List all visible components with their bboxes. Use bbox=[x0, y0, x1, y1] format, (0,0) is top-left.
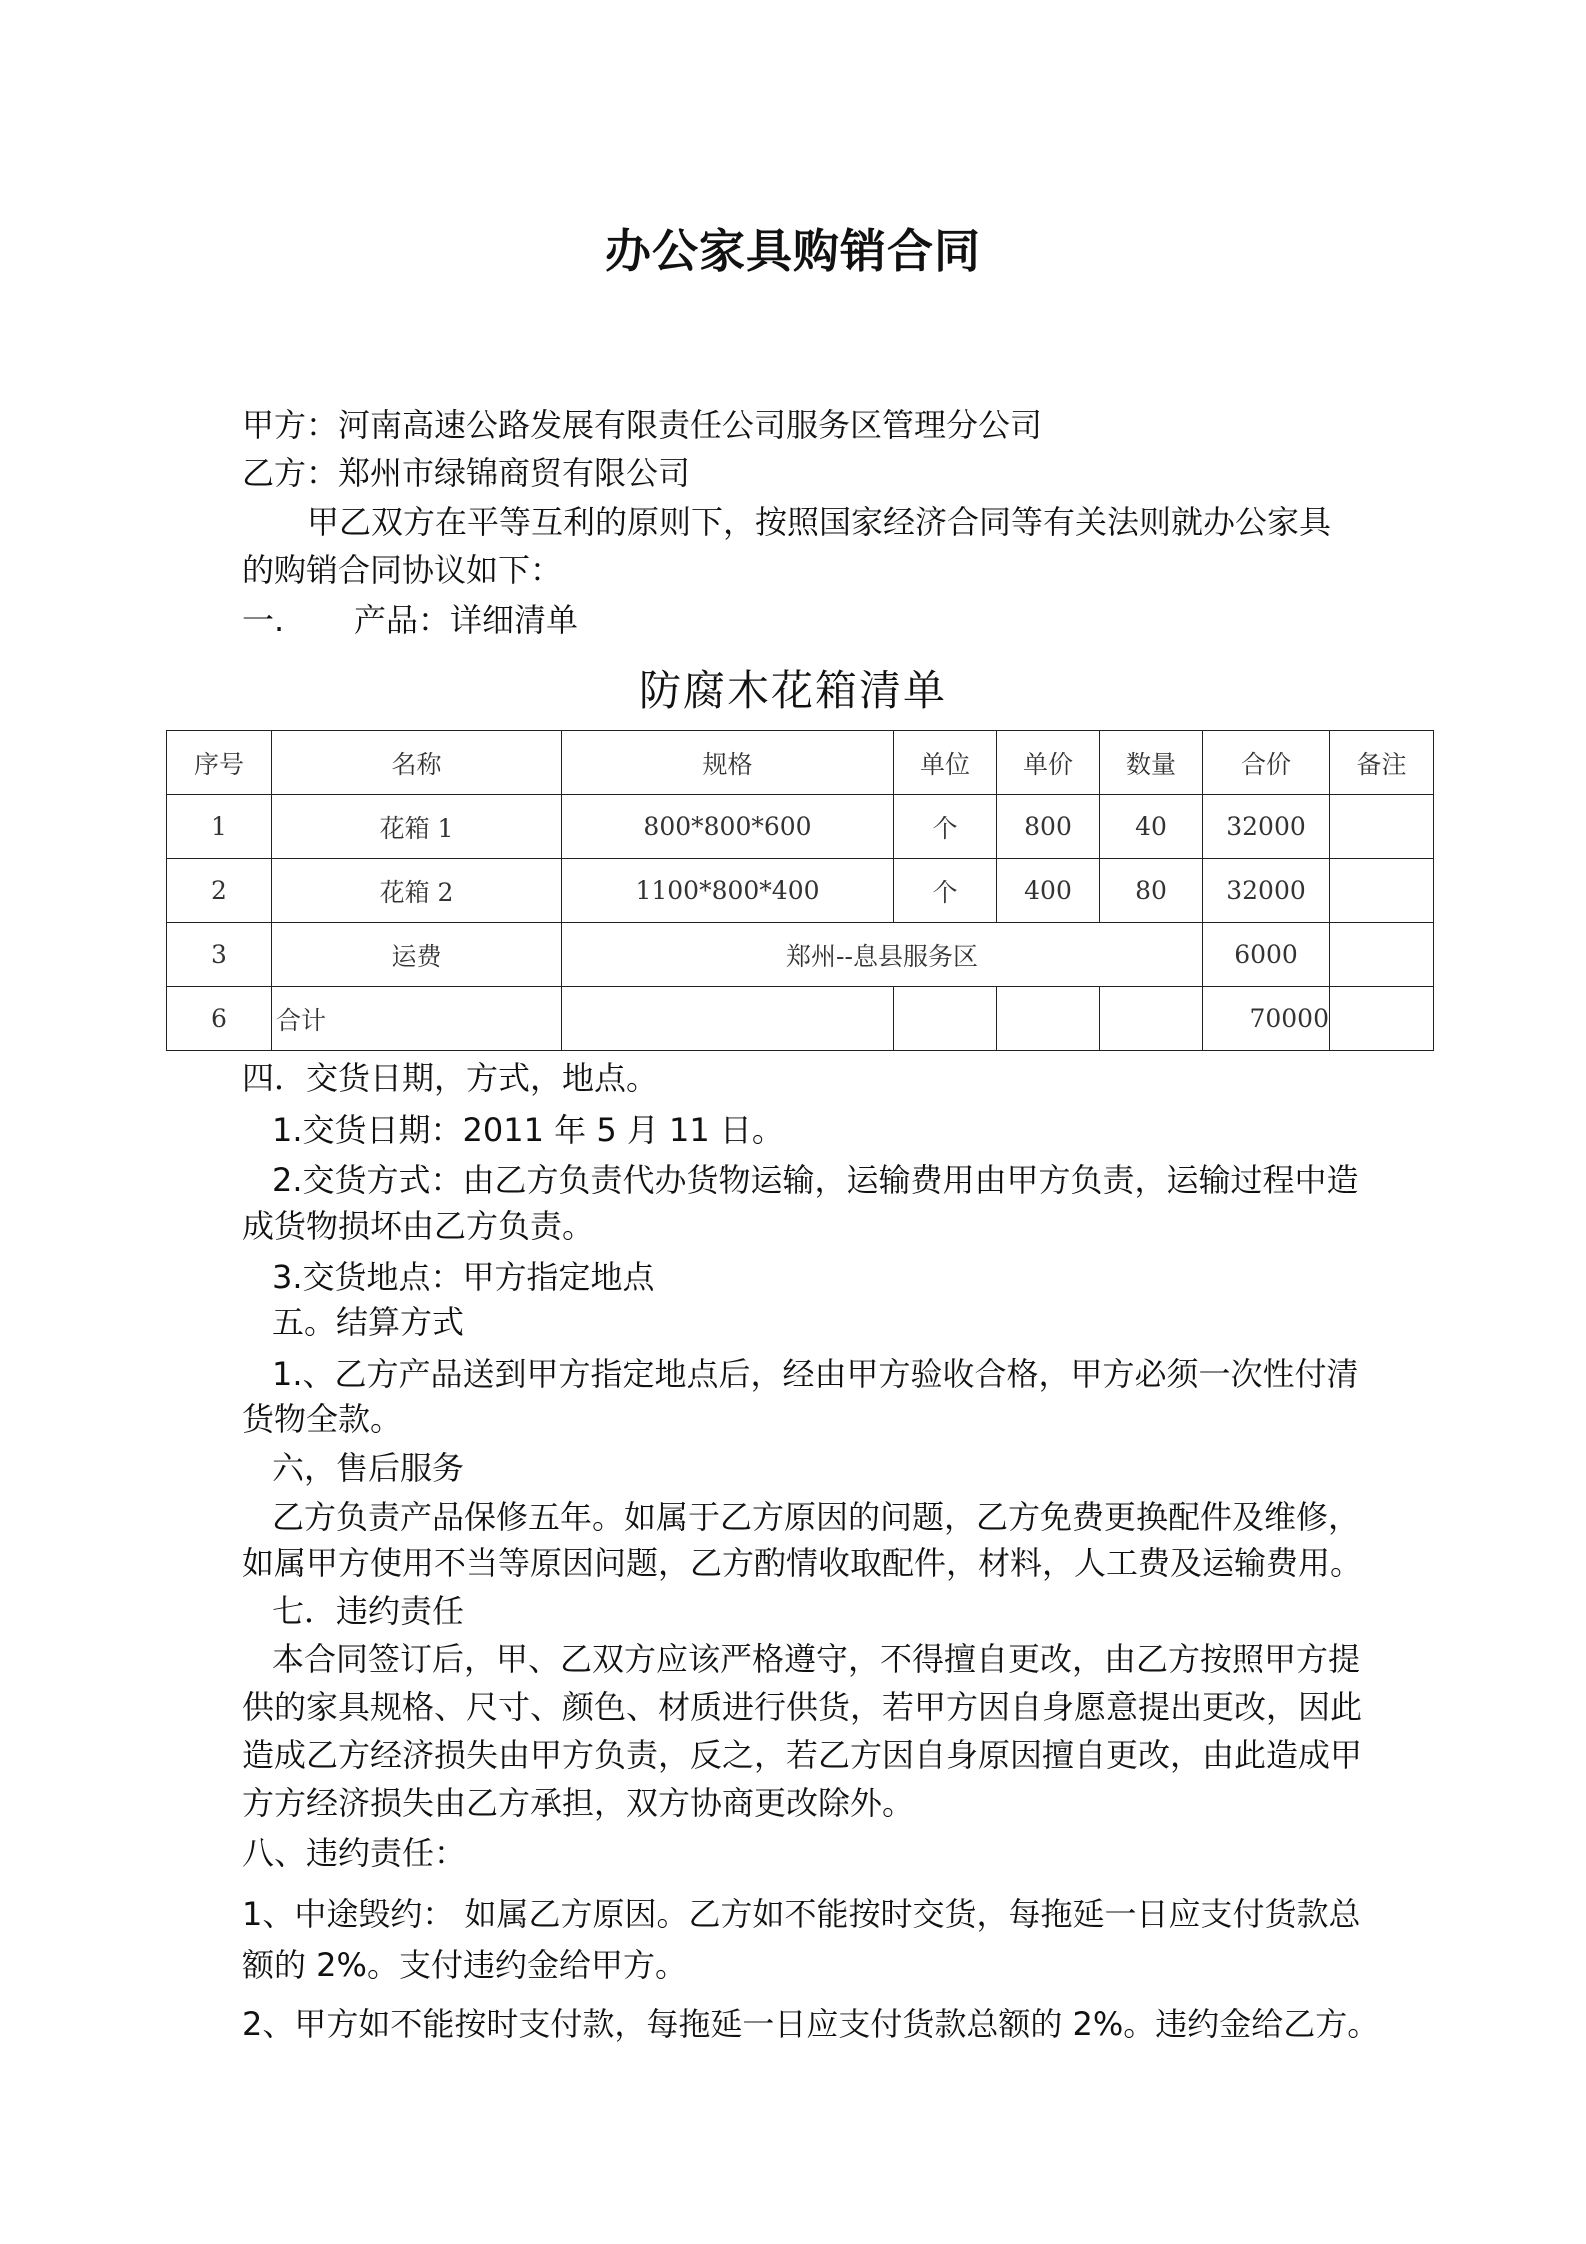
section-8-item-2: 2、甲方如不能按时支付款，每拖延一日应支付货款总额的 2%。违约金给乙方。 bbox=[242, 2005, 1380, 2043]
section-5-item-1a: 1.、乙方产品送到甲方指定地点后，经由甲方验收合格，甲方必须一次性付清 bbox=[272, 1355, 1359, 1393]
table-cell bbox=[562, 987, 894, 1051]
table-cell bbox=[1330, 987, 1434, 1051]
table-cell bbox=[1330, 923, 1434, 987]
table-cell bbox=[1100, 987, 1203, 1051]
table-cell: 6 bbox=[167, 987, 272, 1051]
total-row bbox=[167, 987, 1434, 1051]
section-8-item-1a: 1、中途毁约： 如属乙方原因。乙方如不能按时交货，每拖延一日应支付货款总 bbox=[242, 1895, 1361, 1933]
table-cell: 个 bbox=[894, 859, 997, 923]
header-cell: 序号 bbox=[167, 731, 272, 795]
party-a: 甲方：河南高速公路发展有限责任公司服务区管理分公司 bbox=[242, 406, 1043, 444]
table-header-row bbox=[167, 731, 1434, 795]
product-list-table bbox=[166, 730, 1434, 1051]
section-6-line-a: 乙方负责产品保修五年。如属于乙方原因的问题，乙方免费更换配件及维修， bbox=[272, 1498, 1361, 1536]
table-cell bbox=[894, 987, 997, 1051]
party-b: 乙方：郑州市绿锦商贸有限公司 bbox=[242, 454, 691, 492]
table-row bbox=[167, 859, 1434, 923]
section-6-title: 六，售后服务 bbox=[272, 1449, 465, 1487]
section-7-line-c: 造成乙方经济损失由甲方负责，反之，若乙方因自身原因擅自更改，由此造成甲 bbox=[242, 1736, 1363, 1774]
header-cell: 名称 bbox=[272, 731, 562, 795]
freight-route-cell: 郑州--息县服务区 bbox=[562, 923, 1203, 987]
header-cell: 合价 bbox=[1203, 731, 1330, 795]
section-7-line-d: 方方经济损失由乙方承担，双方协商更改除外。 bbox=[242, 1784, 915, 1822]
table-cell bbox=[997, 987, 1100, 1051]
document-title: 办公家具购销合同 bbox=[605, 224, 981, 278]
table-cell: 800 bbox=[997, 795, 1100, 859]
section-8-title: 八、违约责任： bbox=[242, 1834, 467, 1872]
section-7-title: 七．违约责任 bbox=[272, 1592, 465, 1630]
table-cell: 80 bbox=[1100, 859, 1203, 923]
table-row bbox=[167, 795, 1434, 859]
table-cell bbox=[1330, 859, 1434, 923]
table-cell: 32000 bbox=[1203, 795, 1330, 859]
section-8-item-1b: 额的 2%。支付违约金给甲方。 bbox=[242, 1946, 687, 1984]
list-title: 防腐木花箱清单 bbox=[638, 666, 947, 715]
table-cell: 花箱 2 bbox=[272, 859, 562, 923]
section-4-item-2a: 2.交货方式：由乙方负责代办货物运输，运输费用由甲方负责，运输过程中造 bbox=[272, 1161, 1359, 1199]
table-cell: 800*800*600 bbox=[562, 795, 894, 859]
table-cell: 3 bbox=[167, 923, 272, 987]
section-4-item-1: 1.交货日期：2011 年 5 月 11 日。 bbox=[272, 1111, 784, 1149]
section-7-line-a: 本合同签订后，甲、乙双方应该严格遵守，不得擅自更改，由乙方按照甲方提 bbox=[272, 1640, 1361, 1678]
section-1-text: 产品：详细清单 bbox=[354, 601, 579, 639]
section-4-item-3: 3.交货地点：甲方指定地点 bbox=[272, 1258, 655, 1296]
section-6-line-b: 如属甲方使用不当等原因问题，乙方酌情收取配件，材料，人工费及运输费用。 bbox=[242, 1544, 1363, 1582]
section-7-line-b: 供的家具规格、尺寸、颜色、材质进行供货，若甲方因自身愿意提出更改，因此 bbox=[242, 1688, 1363, 1726]
total-label-cell: 合计 bbox=[272, 987, 562, 1051]
table-cell: 1100*800*400 bbox=[562, 859, 894, 923]
table-cell bbox=[1330, 795, 1434, 859]
table-cell: 2 bbox=[167, 859, 272, 923]
section-5-title: 五。结算方式 bbox=[272, 1303, 465, 1341]
header-cell: 备注 bbox=[1330, 731, 1434, 795]
table-cell: 32000 bbox=[1203, 859, 1330, 923]
header-cell: 数量 bbox=[1100, 731, 1203, 795]
intro-line-1: 甲乙双方在平等互利的原则下，按照国家经济合同等有关法则就办公家具 bbox=[307, 503, 1332, 541]
section-5-item-1b: 货物全款。 bbox=[242, 1400, 403, 1438]
section-4-item-2b: 成货物损坏由乙方负责。 bbox=[242, 1207, 595, 1245]
freight-row bbox=[167, 923, 1434, 987]
intro-line-2: 的购销合同协议如下： bbox=[242, 551, 563, 589]
header-cell: 规格 bbox=[562, 731, 894, 795]
section-4-title: 四．交货日期，方式，地点。 bbox=[242, 1059, 659, 1097]
table-cell: 1 bbox=[167, 795, 272, 859]
section-1-number: 一. bbox=[242, 601, 285, 639]
header-cell: 单价 bbox=[997, 731, 1100, 795]
freight-amount-cell: 6000 bbox=[1203, 923, 1330, 987]
header-cell: 单位 bbox=[894, 731, 997, 795]
table-cell: 40 bbox=[1100, 795, 1203, 859]
table-cell: 400 bbox=[997, 859, 1100, 923]
table-cell: 运费 bbox=[272, 923, 562, 987]
table-cell: 个 bbox=[894, 795, 997, 859]
table-cell: 花箱 1 bbox=[272, 795, 562, 859]
total-amount-cell: 70000 bbox=[1203, 987, 1330, 1051]
